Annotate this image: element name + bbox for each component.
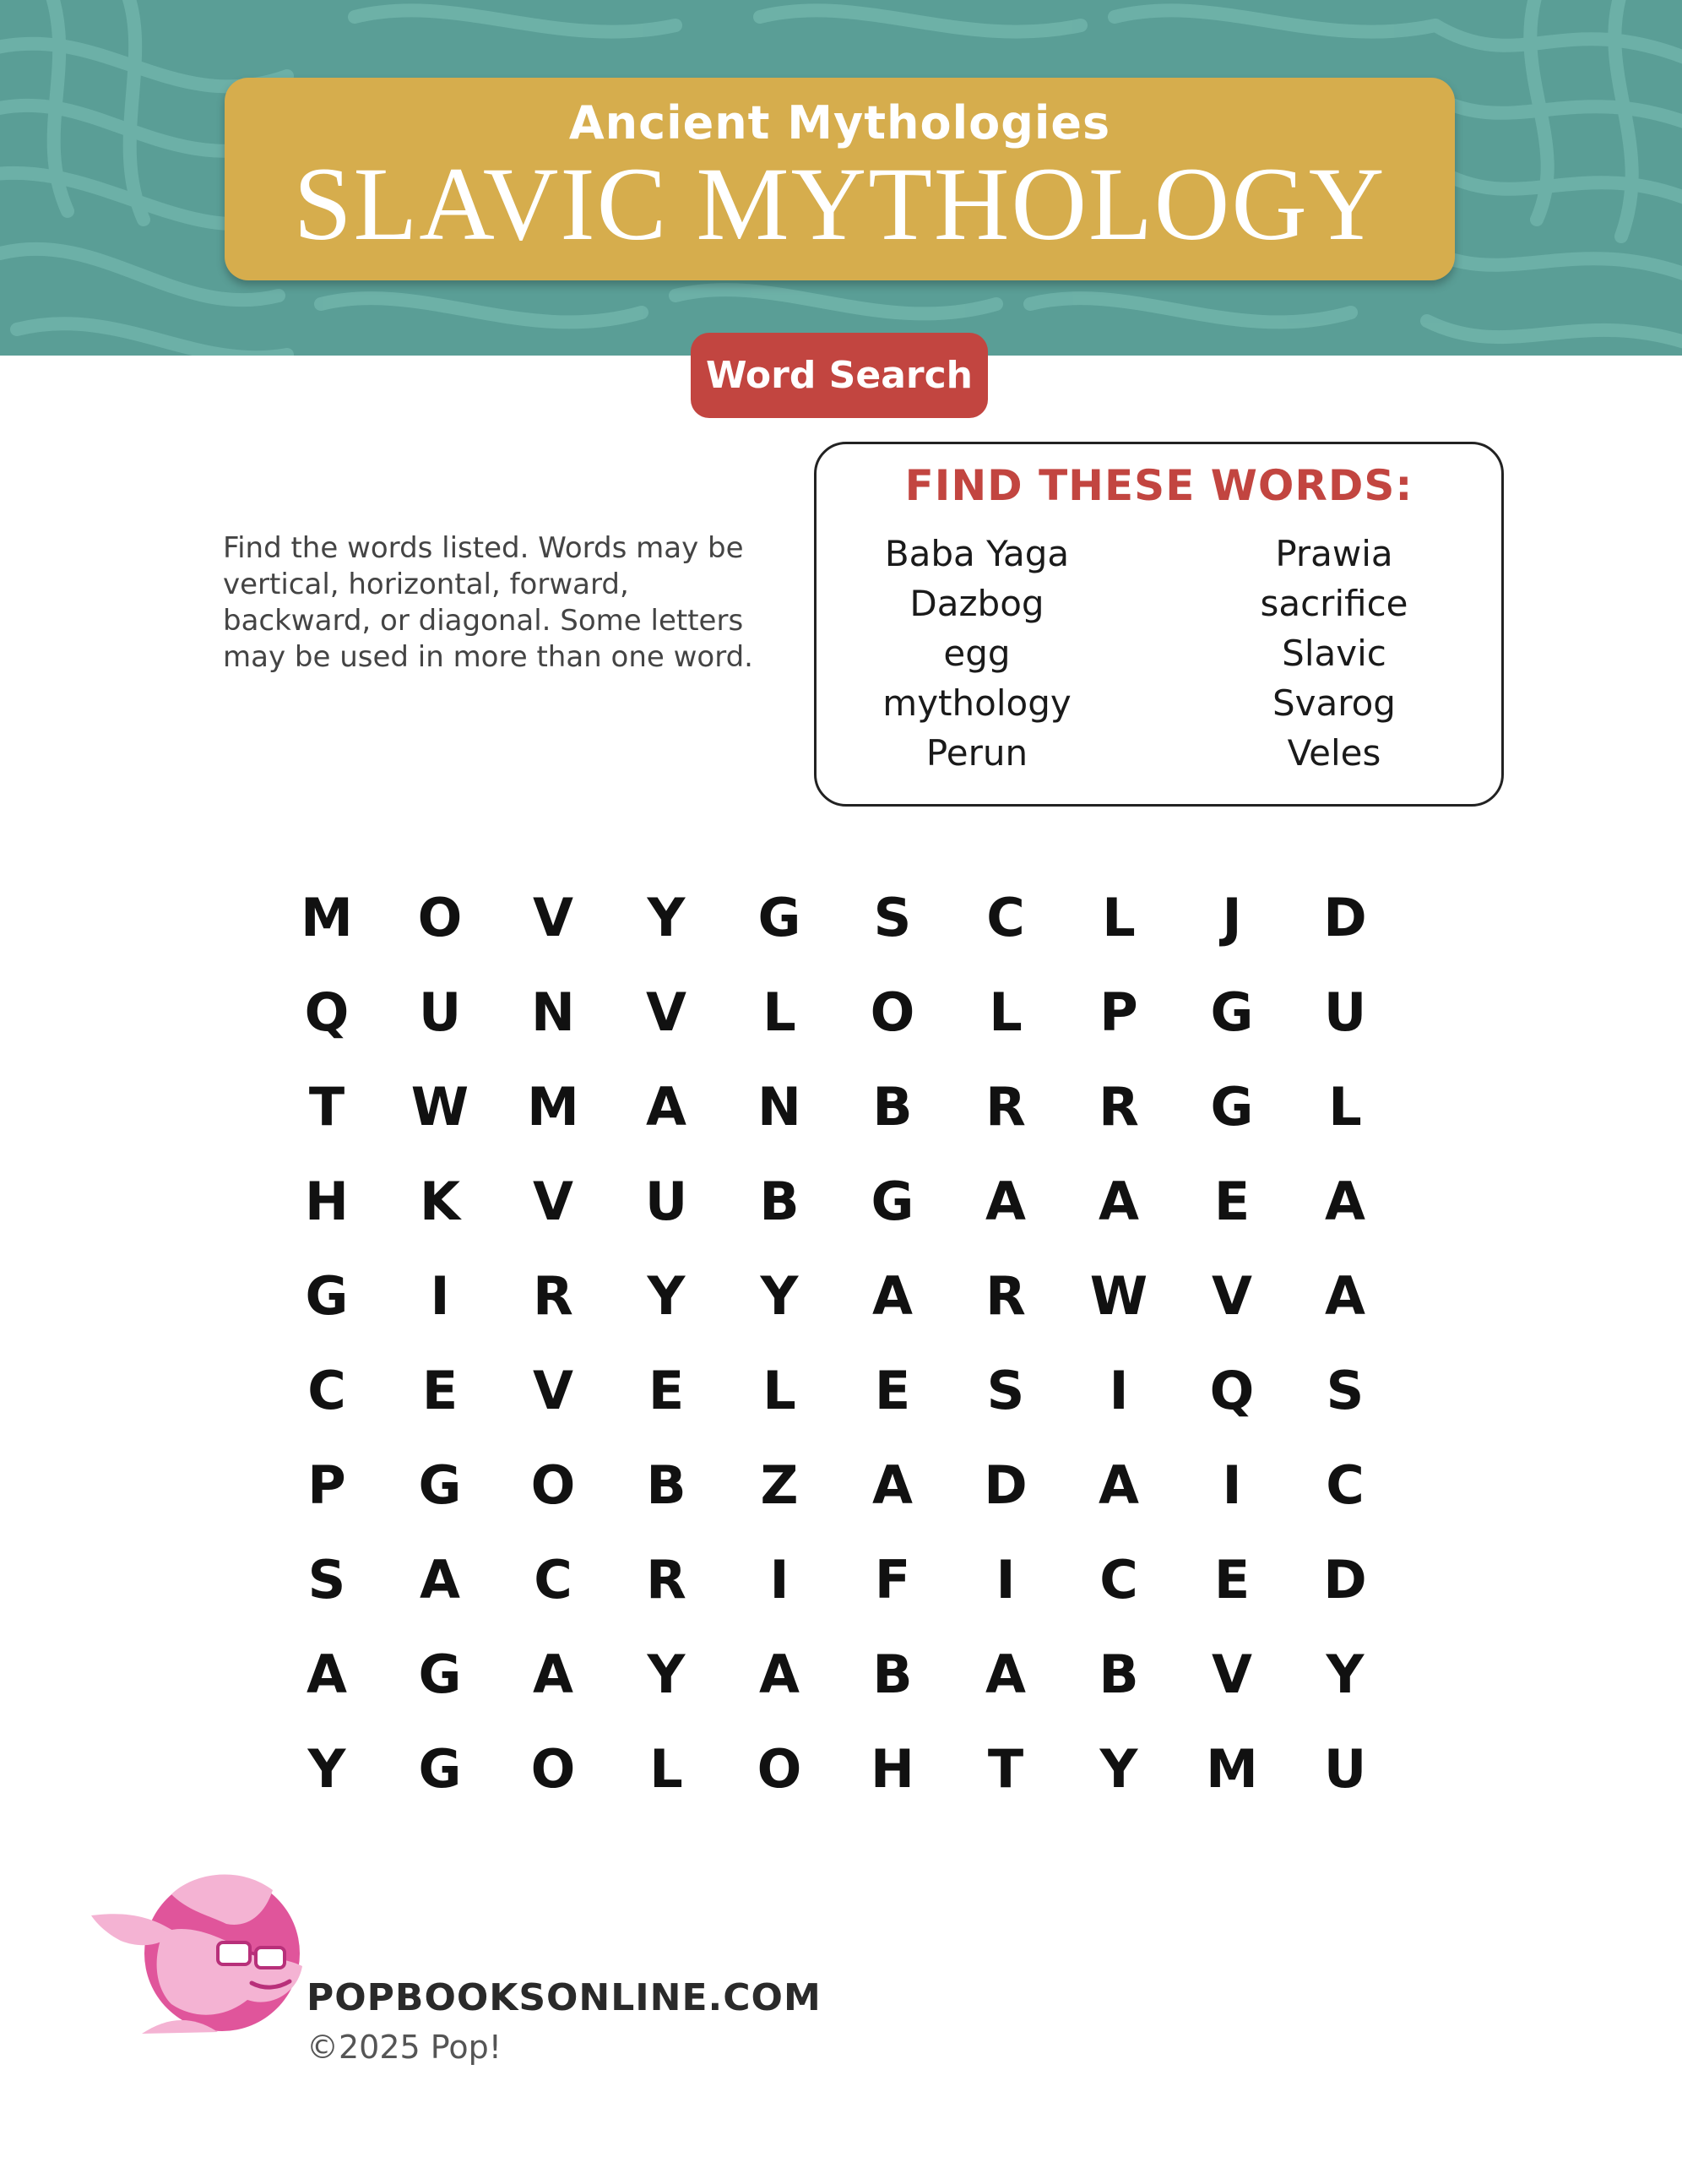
grid-letter[interactable]: C [1326,1453,1365,1516]
grid-letter[interactable]: Y [647,886,686,948]
grid-letter[interactable]: V [533,886,573,948]
grid-letter[interactable]: U [644,1170,688,1232]
word-search-grid [270,870,1385,1816]
grid-letter[interactable]: D [984,1453,1028,1516]
grid-letter[interactable]: W [410,1075,469,1138]
grid-letter[interactable]: V [1212,1264,1252,1327]
grid-letter[interactable]: W [1089,1264,1148,1327]
grid-letter[interactable]: H [305,1170,349,1232]
grid-letter[interactable]: R [533,1264,573,1327]
word-item: Prawia [1275,533,1393,574]
grid-letter[interactable]: L [1102,886,1136,948]
title-box [225,78,1455,280]
grid-letter[interactable]: I [769,1548,789,1611]
header-band [0,0,1682,356]
grid-letter[interactable]: M [527,1075,579,1138]
grid-letter[interactable]: S [307,1548,346,1611]
grid-letter[interactable]: N [531,981,575,1043]
grid-letter[interactable]: L [989,981,1023,1043]
grid-letter[interactable]: C [986,886,1025,948]
grid-letter[interactable]: Y [647,1643,686,1705]
grid-letter[interactable]: B [646,1453,686,1516]
grid-letter[interactable]: R [985,1264,1026,1327]
grid-letter[interactable]: U [1323,981,1367,1043]
grid-letter[interactable]: D [1323,1548,1367,1611]
grid-letter[interactable]: F [874,1548,911,1611]
grid-row [270,1437,1385,1532]
grid-letter[interactable]: A [985,1170,1026,1232]
grid-letter[interactable]: J [1222,886,1242,948]
grid-letter[interactable]: A [1325,1264,1365,1327]
grid-letter[interactable]: A [1099,1170,1139,1232]
grid-row [270,870,1385,964]
grid-letter[interactable]: U [1323,1737,1367,1800]
grid-letter[interactable]: I [996,1548,1016,1611]
grid-letter[interactable]: V [533,1170,573,1232]
grid-letter[interactable]: G [305,1264,349,1327]
grid-letter[interactable]: R [1099,1075,1139,1138]
grid-letter[interactable]: G [418,1643,462,1705]
word-item: Veles [1287,732,1381,774]
series-subtitle: Ancient Mythologies [568,96,1111,149]
grid-letter[interactable]: O [870,981,915,1043]
grid-letter[interactable]: L [762,1359,796,1421]
word-item: Slavic [1282,633,1386,674]
grid-letter[interactable]: E [421,1359,458,1421]
grid-letter[interactable]: Y [1326,1643,1365,1705]
word-list-right-column [1174,529,1495,778]
grid-letter[interactable]: I [1109,1359,1129,1421]
grid-letter[interactable]: Y [647,1264,686,1327]
grid-letter[interactable]: G [418,1453,462,1516]
grid-row [270,1721,1385,1816]
grid-letter[interactable]: R [646,1548,686,1611]
word-list-box [814,442,1504,807]
grid-letter[interactable]: T [987,1737,1024,1800]
word-item: Dazbog [909,583,1044,624]
word-item: Svarog [1272,682,1396,724]
grid-letter[interactable]: A [872,1264,913,1327]
grid-row [270,964,1385,1059]
grid-letter[interactable]: B [759,1170,800,1232]
grid-letter[interactable]: E [1213,1170,1251,1232]
grid-letter[interactable]: L [1328,1075,1362,1138]
copyright-text: ©2025 Pop! [307,2029,502,2066]
grid-letter[interactable]: O [757,1737,802,1800]
grid-letter[interactable]: C [534,1548,572,1611]
grid-letter[interactable]: D [1323,886,1367,948]
word-item: sacrifice [1260,583,1408,624]
grid-letter[interactable]: G [1210,981,1254,1043]
grid-letter[interactable]: Z [760,1453,799,1516]
grid-letter[interactable]: Y [760,1264,799,1327]
grid-letter[interactable]: A [646,1075,686,1138]
instructions-text: Find the words listed. Words may be vertical, horizontal, forward, backward, or diagonal. Some letters may be used in more than one word. [223,531,753,674]
grid-row [270,1532,1385,1627]
grid-letter[interactable]: E [1213,1548,1251,1611]
grid-letter[interactable]: V [646,981,686,1043]
grid-letter[interactable]: O [417,886,463,948]
grid-letter[interactable]: L [762,981,796,1043]
page-title: SLAVIC MYTHOLOGY [293,146,1386,262]
word-list-left-column [817,529,1137,778]
grid-letter[interactable]: A [307,1643,347,1705]
word-item: Perun [925,732,1028,774]
grid-letter[interactable]: L [649,1737,683,1800]
grid-letter[interactable]: V [1212,1643,1252,1705]
grid-letter[interactable]: A [759,1643,800,1705]
grid-letter[interactable]: G [871,1170,914,1232]
grid-letter[interactable]: N [757,1075,801,1138]
grid-row [270,1154,1385,1248]
grid-letter[interactable]: B [872,1075,913,1138]
word-item: egg [943,633,1011,674]
grid-letter[interactable]: A [1099,1453,1139,1516]
activity-label-badge: Word Search [691,333,988,418]
grid-letter[interactable]: G [1210,1075,1254,1138]
grid-letter[interactable]: C [307,1359,346,1421]
grid-letter[interactable]: A [1325,1170,1365,1232]
grid-letter[interactable]: R [985,1075,1026,1138]
grid-letter[interactable]: M [301,886,353,948]
grid-letter[interactable]: G [757,886,801,948]
grid-letter[interactable]: G [418,1737,462,1800]
grid-letter[interactable]: V [533,1359,573,1421]
grid-row [270,1343,1385,1437]
grid-letter[interactable]: B [872,1643,913,1705]
grid-letter[interactable]: A [533,1643,573,1705]
grid-letter[interactable]: A [985,1643,1026,1705]
grid-letter[interactable]: U [418,981,462,1043]
grid-row [270,1627,1385,1721]
grid-letter[interactable]: S [986,1359,1025,1421]
word-item: Baba Yaga [884,533,1070,574]
grid-letter[interactable]: I [430,1264,450,1327]
grid-letter[interactable]: I [1222,1453,1242,1516]
grid-letter[interactable]: O [530,1737,576,1800]
grid-letter[interactable]: B [1099,1643,1139,1705]
word-item: mythology [882,682,1072,724]
grid-letter[interactable]: Y [1099,1737,1138,1800]
grid-letter[interactable]: Q [1209,1359,1255,1421]
grid-letter[interactable]: C [1099,1548,1138,1611]
grid-row [270,1059,1385,1154]
grid-letter[interactable]: Q [304,981,350,1043]
word-list-title: FIND THESE WORDS: [904,461,1413,510]
grid-letter[interactable]: P [307,1453,346,1516]
grid-letter[interactable]: O [530,1453,576,1516]
pink-kangaroo-with-sunglasses-icon [91,1865,311,2037]
grid-row [270,1248,1385,1343]
website-link[interactable]: POPBOOKSONLINE.COM [307,1976,822,2019]
grid-letter[interactable]: K [419,1170,461,1232]
grid-letter[interactable]: E [648,1359,685,1421]
grid-letter[interactable]: T [308,1075,345,1138]
grid-letter[interactable]: A [420,1548,460,1611]
grid-letter[interactable]: P [1099,981,1138,1043]
grid-letter[interactable]: S [1326,1359,1365,1421]
grid-letter[interactable]: M [1206,1737,1258,1800]
grid-letter[interactable]: S [873,886,912,948]
grid-letter[interactable]: E [874,1359,911,1421]
grid-letter[interactable]: H [871,1737,914,1800]
grid-letter[interactable]: A [872,1453,913,1516]
grid-letter[interactable]: Y [307,1737,346,1800]
